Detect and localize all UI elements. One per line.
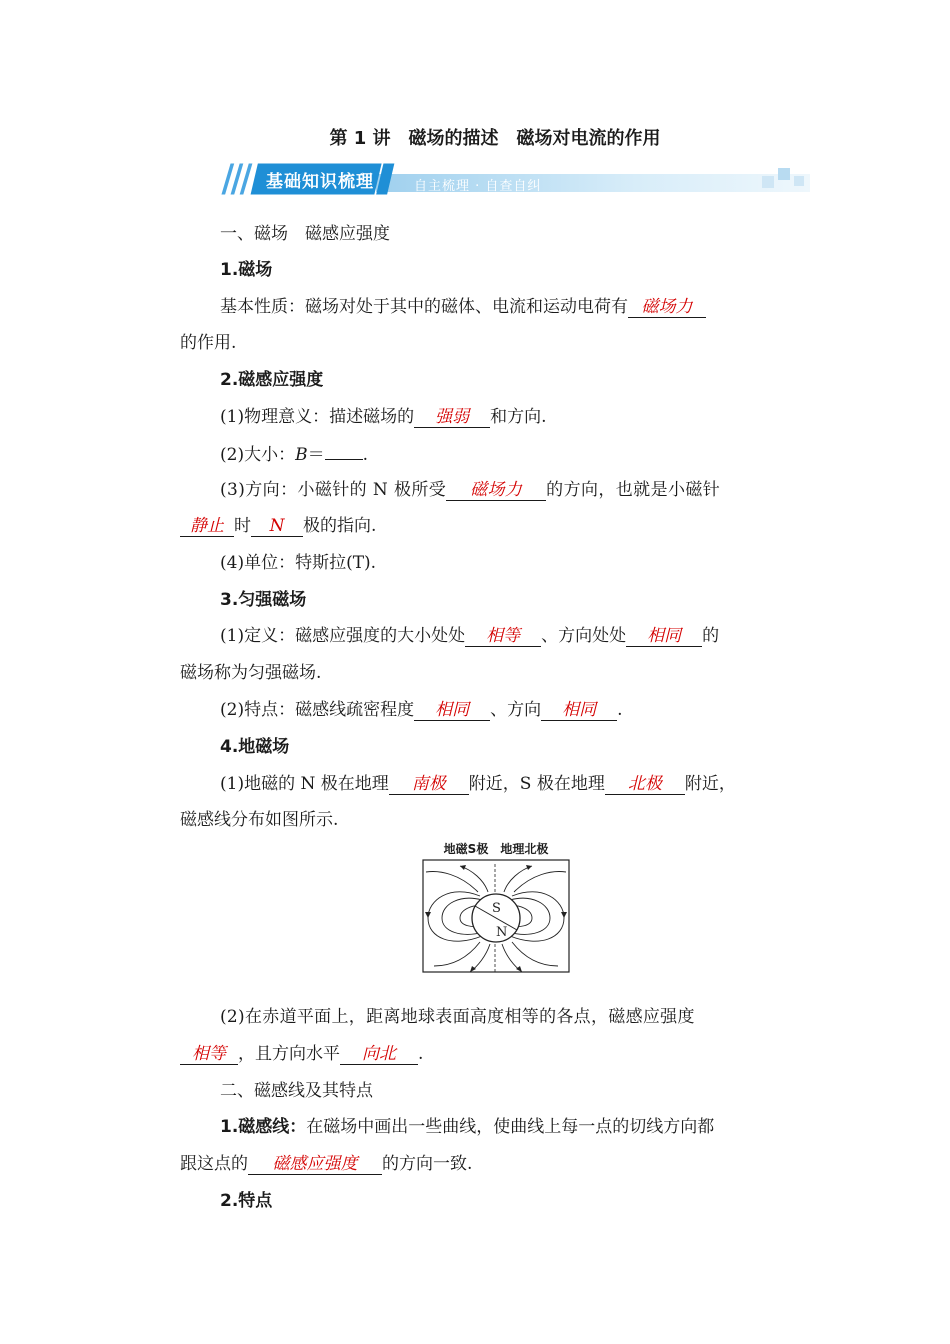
induction-title: 2.磁感应强度 bbox=[220, 370, 324, 390]
answer-blank: 磁场力 bbox=[446, 480, 546, 501]
answer-blank: 相同 bbox=[626, 626, 702, 647]
paragraph: (1)物理意义：描述磁场的 强弱 和方向. bbox=[220, 407, 547, 427]
paragraph: 磁场称为匀强磁场. bbox=[180, 663, 322, 683]
paragraph: (2)特点：磁感线疏密程度 相同 、方向 相同 . bbox=[220, 700, 623, 720]
banner-label: 基础知识梳理 bbox=[266, 172, 374, 192]
answer-blank: 南极 bbox=[389, 774, 469, 795]
answer-blank: 磁场力 bbox=[628, 297, 706, 318]
answer-blank: 向北 bbox=[340, 1044, 418, 1065]
paragraph: 的作用. bbox=[180, 333, 237, 353]
paragraph: (3)方向：小磁针的 N 极所受 磁场力 的方向，也就是小磁针 bbox=[220, 480, 721, 500]
answer-blank: N bbox=[251, 516, 303, 537]
answer-blank: 强弱 bbox=[414, 407, 490, 428]
banner-subtitle: 自主梳理 · 自查自纠 bbox=[414, 179, 542, 194]
geomagnetic-title: 4.地磁场 bbox=[220, 737, 290, 757]
earth-field-lines-diagram bbox=[420, 856, 572, 974]
answer-blank: 相同 bbox=[414, 700, 490, 721]
answer-blank: 相等 bbox=[180, 1044, 238, 1065]
paragraph: 相等 ，且方向水平 向北 . bbox=[180, 1042, 772, 1066]
banner-square bbox=[778, 168, 790, 180]
answer-blank: 相同 bbox=[541, 700, 617, 721]
section2-heading: 二、磁感线及其特点 bbox=[220, 1081, 373, 1101]
paragraph: 跟这点的 磁感应强度 的方向一致. bbox=[180, 1154, 473, 1174]
paragraph: 磁感线分布如图所示. bbox=[180, 810, 339, 830]
banner-square bbox=[762, 176, 774, 188]
answer-blank: 磁感应强度 bbox=[248, 1154, 382, 1175]
magnetic-field-title: 1.磁场 bbox=[220, 260, 273, 280]
figure-caption: 地磁S极 地理北极 bbox=[443, 842, 549, 856]
answer-blank: 相等 bbox=[465, 626, 541, 647]
section1-heading: 一、磁场 磁感应强度 bbox=[220, 224, 390, 244]
answer-blank: 静止 bbox=[180, 516, 234, 537]
features-title: 2.特点 bbox=[220, 1191, 273, 1211]
formula-blank bbox=[325, 441, 363, 460]
paragraph: 静止 时 N 极的指向. bbox=[180, 514, 772, 538]
paragraph: 基本性质：磁场对处于其中的磁体、电流和运动电荷有 磁场力 bbox=[180, 295, 812, 319]
label-s: S bbox=[492, 901, 501, 916]
paragraph: 1.磁感线：在磁场中画出一些曲线，使曲线上每一点的切线方向都 bbox=[220, 1117, 715, 1137]
answer-blank: 北极 bbox=[605, 774, 685, 795]
paragraph: (1)地磁的 N 极在地理 南极 附近，S 极在地理 北极 附近， bbox=[220, 774, 736, 794]
page-title: 第 1 讲 磁场的描述 磁场对电流的作用 bbox=[329, 128, 661, 149]
paragraph: (4)单位：特斯拉(T). bbox=[220, 553, 377, 573]
paragraph: (2)在赤道平面上，距离地球表面高度相等的各点，磁感应强度 bbox=[220, 1007, 695, 1027]
banner-square bbox=[794, 176, 804, 186]
section-banner bbox=[216, 162, 810, 196]
label-n: N bbox=[496, 925, 508, 940]
paragraph: (2)大小：B＝ . bbox=[180, 441, 812, 467]
uniform-field-title: 3.匀强磁场 bbox=[220, 590, 307, 610]
paragraph: (1)定义：磁感应强度的大小处处 相等 、方向处处 相同 的 bbox=[220, 626, 720, 646]
geomagnetic-field-figure bbox=[420, 840, 572, 974]
